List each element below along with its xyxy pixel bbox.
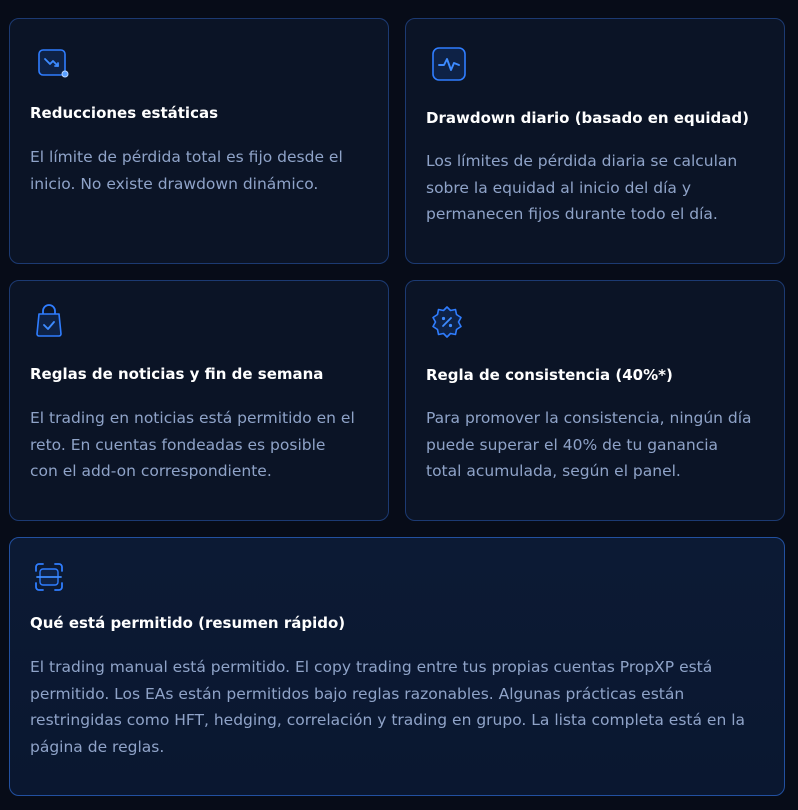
- card-description: El trading manual está permitido. El copy trading entre tus propias cuentas PropXP está permitido. Los EAs están permitidos bajo reglas razonables. Algunas prácticas están restringidas como HFT, hedging, correlación y trading en grupo. La lista completa está en la página de reglas.: [30, 658, 745, 756]
- card-description: El límite de pérdida total es fijo desde el inicio. No existe drawdown dinámico.: [30, 148, 343, 193]
- card-consistency-rule: [405, 280, 785, 521]
- pulse-icon: [430, 45, 468, 83]
- card-title: Regla de consistencia (40%*): [426, 366, 673, 384]
- card-title: Reglas de noticias y fin de semana: [30, 365, 324, 383]
- card-description: El trading en noticias está permitido en el reto. En cuentas fondeadas es posible con el add-on correspondiente.: [30, 409, 355, 480]
- card-title: Drawdown diario (basado en equidad): [426, 109, 749, 127]
- trend-down-icon: [34, 45, 72, 83]
- card-news-weekend: [9, 280, 389, 521]
- card-title: Reducciones estáticas: [30, 104, 219, 122]
- percent-badge-icon: [428, 303, 466, 341]
- card-static-drawdown: [9, 18, 389, 264]
- card-title: Qué está permitido (resumen rápido): [30, 614, 346, 632]
- card-description: Para promover la consistencia, ningún día puede superar el 40% de tu ganancia total acumulada, según el panel.: [426, 409, 752, 480]
- card-daily-drawdown: [405, 18, 785, 264]
- scan-icon: [30, 558, 68, 596]
- card-description: Los límites de pérdida diaria se calculan sobre la equidad al inicio del día y permanecen fijos durante todo el día.: [426, 152, 738, 223]
- card-allowed-summary: [9, 537, 785, 796]
- shopping-bag-check-icon: [30, 301, 68, 339]
